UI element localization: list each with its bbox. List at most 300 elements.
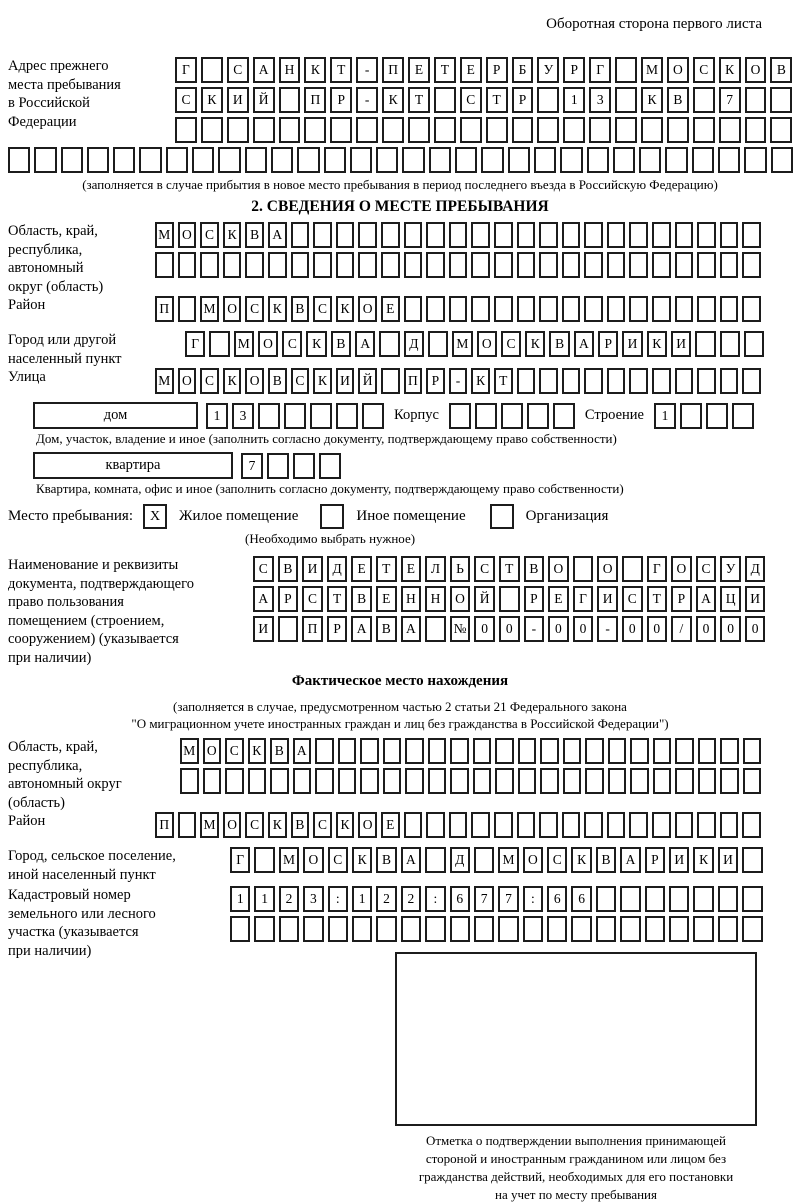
char-box [402,147,424,173]
char-box: В [376,847,396,873]
prev-address-label: Адрес прежнего места пребывания в Российской Федерации [8,58,121,130]
char-box: П [404,368,423,394]
char-box [742,847,762,873]
char-box [720,738,739,764]
char-box: С [245,812,264,838]
char-box [405,738,424,764]
char-box: В [245,222,264,248]
stay-option-residential: Жилое помещение [179,508,299,524]
char-box [540,768,559,794]
char-box [401,916,421,942]
char-box: О [597,556,618,582]
actual-region-row-1 [180,738,800,764]
char-box [770,117,792,143]
char-box: К [525,331,545,357]
char-box [381,252,400,278]
char-box: Р [512,87,534,113]
char-box [383,738,402,764]
char-box: С [622,586,643,612]
char-box: Д [450,847,470,873]
char-box [743,738,762,764]
char-box: П [155,812,174,838]
char-box: И [253,616,274,642]
char-box [449,222,468,248]
char-box: Р [330,87,352,113]
char-box: К [336,812,355,838]
actual-location-caption-2: "О миграционном учете иностранных граждан и лиц без гражданства в Российской Федерации") [131,716,669,731]
char-box [279,916,299,942]
apartment-cells [241,453,341,479]
char-box [382,117,404,143]
char-box [639,147,661,173]
char-box [434,117,456,143]
char-box [560,147,582,173]
char-box: Г [230,847,250,873]
actual-region-label: Область, край, республика, автономный округ (область) [8,739,122,811]
char-box: Е [381,296,400,322]
char-box [279,117,301,143]
char-box: К [313,368,332,394]
char-box [518,738,537,764]
char-box [449,296,468,322]
actual-district-section [8,812,800,842]
char-box: 0 [696,616,717,642]
district-section [8,296,800,326]
char-box: Р [645,847,665,873]
char-box: С [245,296,264,322]
char-box: С [200,368,219,394]
char-box [450,768,469,794]
char-box [495,738,514,764]
char-box [383,768,402,794]
district-row [155,296,761,322]
char-box: П [302,616,323,642]
char-box [473,768,492,794]
char-box: М [155,368,174,394]
char-box [742,222,761,248]
char-box [573,556,594,582]
char-box: В [270,738,289,764]
char-box [429,147,451,173]
char-box: Р [671,586,692,612]
char-box: 0 [474,616,495,642]
char-box [539,368,558,394]
cadastre-label: Кадастровый номер земельного или лесного участка (указывается при наличии) [8,887,156,959]
char-box [629,368,648,394]
char-box: М [452,331,472,357]
prev-address-section [8,57,800,147]
house-row [33,402,800,429]
char-box [744,147,766,173]
region-row-2 [155,252,800,278]
char-box: О [477,331,497,357]
city-label: Город или другой населенный пункт [8,332,122,367]
char-box: М [155,222,174,248]
char-box: 0 [499,616,520,642]
char-box [675,768,694,794]
char-box: 3 [589,87,611,113]
char-box [376,147,398,173]
char-box [175,117,197,143]
char-box [539,252,558,278]
stamp-caption: Отметка о подтверждении выполнения принимающей стороной и иностранным гражданином или лицом без гражданства действий, необходимых для его постановки на учет по месту пребывания [418,1133,734,1202]
prev-address-row-2 [175,87,800,113]
stay-checkbox-residential: X [143,504,167,529]
char-box: С [547,847,567,873]
char-box [315,768,334,794]
char-box [652,252,671,278]
char-box: Е [408,57,430,83]
char-box [562,812,581,838]
char-box: Е [548,586,569,612]
char-box [527,403,549,429]
char-box: - [449,368,468,394]
char-box: У [720,556,741,582]
char-box [589,117,611,143]
char-box: Т [408,87,430,113]
char-box: Т [434,57,456,83]
char-box [645,916,665,942]
char-box [494,296,513,322]
char-box [338,738,357,764]
char-box: 0 [573,616,594,642]
stamp-box [395,952,757,1126]
char-box [245,147,267,173]
char-box [330,117,352,143]
char-box: Д [404,331,424,357]
char-box [460,117,482,143]
char-box: 2 [376,886,396,912]
char-box [720,812,739,838]
char-box [745,117,767,143]
city-section [8,331,800,368]
prev-address-rows [175,57,800,147]
char-box [697,222,716,248]
char-box: : [523,886,543,912]
char-box [426,812,445,838]
char-box [498,916,518,942]
char-box [744,331,764,357]
char-box: О [745,57,767,83]
char-box: 1 [563,87,585,113]
char-box: 0 [622,616,643,642]
actual-city-label: Город, сельское поселение, иной населенный пункт [8,848,176,883]
char-box: В [667,87,689,113]
char-box [426,222,445,248]
char-box: С [474,556,495,582]
char-box: И [669,847,689,873]
char-box: Ц [720,586,741,612]
char-box: М [498,847,518,873]
char-box: И [302,556,323,582]
char-box [284,403,306,429]
char-box: № [450,616,471,642]
char-box [562,368,581,394]
char-box [61,147,83,173]
char-box [665,147,687,173]
char-box [356,117,378,143]
char-box [563,117,585,143]
char-box [338,768,357,794]
char-box [494,812,513,838]
char-box [404,252,423,278]
char-box [693,886,713,912]
char-box: И [622,331,642,357]
actual-region-section [8,738,800,812]
char-box [675,812,694,838]
char-box: 7 [498,886,518,912]
char-box [608,738,627,764]
char-box [615,117,637,143]
char-box: Ь [450,556,471,582]
char-box: В [376,616,397,642]
house-field-label: дом [33,402,198,429]
char-box: П [382,57,404,83]
char-box [512,117,534,143]
char-box: : [328,886,348,912]
char-box: 6 [571,886,591,912]
char-box: О [245,368,264,394]
char-box: М [641,57,663,83]
char-box: В [596,847,616,873]
char-box [697,368,716,394]
char-box: Т [647,586,668,612]
cadastre-row-1 [230,886,800,912]
char-box: Г [175,57,197,83]
char-box: К [223,368,242,394]
char-box: Т [494,368,513,394]
korpus-label: Корпус [394,407,439,423]
char-box [310,403,332,429]
char-box [585,738,604,764]
char-box: Т [499,556,520,582]
char-box [426,252,445,278]
char-box [607,296,626,322]
char-box [481,147,503,173]
char-box [653,738,672,764]
char-box: К [248,738,267,764]
char-box [178,252,197,278]
char-box [613,147,635,173]
char-box [336,222,355,248]
char-box [230,916,250,942]
char-box [471,812,490,838]
char-box [178,296,197,322]
char-box [537,117,559,143]
char-box [87,147,109,173]
char-box [596,886,616,912]
char-box [209,331,229,357]
char-box: С [302,586,323,612]
char-box [563,738,582,764]
char-box: / [671,616,692,642]
char-box [607,368,626,394]
char-box [584,368,603,394]
char-box: С [282,331,302,357]
char-box: Е [401,556,422,582]
street-label: Улица [8,369,46,385]
char-box [629,812,648,838]
char-box: С [175,87,197,113]
document-row-2 [253,586,800,612]
char-box: К [382,87,404,113]
prev-address-row-1 [175,57,800,83]
char-box [669,916,689,942]
char-box [358,222,377,248]
char-box [675,296,694,322]
char-box: А [268,222,287,248]
char-box [271,147,293,173]
cadastre-row-2 [230,916,800,942]
char-box: К [336,296,355,322]
char-box [692,147,714,173]
char-box: Т [376,556,397,582]
char-box [517,296,536,322]
char-box [596,916,616,942]
house-number-cells [206,403,384,429]
char-box [615,57,637,83]
char-box: Б [512,57,534,83]
char-box: В [770,57,792,83]
char-box [425,916,445,942]
char-box [706,403,728,429]
char-box [620,916,640,942]
char-box [652,296,671,322]
char-box [584,812,603,838]
char-box: С [227,57,249,83]
char-box [426,296,445,322]
region-label: Область, край, республика, автономный округ (область) [8,223,104,295]
char-box: Е [351,556,372,582]
char-box [223,252,242,278]
char-box: О [671,556,692,582]
char-box [270,768,289,794]
street-row [155,368,761,394]
char-box [428,331,448,357]
actual-region-rows [180,738,800,798]
char-box: В [351,586,372,612]
city-row [185,331,764,357]
char-box: А [696,586,717,612]
stay-type-row [8,504,800,529]
char-box: С [501,331,521,357]
char-box [523,916,543,942]
char-box [455,147,477,173]
char-box [771,147,793,173]
char-box [585,768,604,794]
char-box [201,57,223,83]
stroenie-cells [654,403,754,429]
char-box [693,117,715,143]
char-box: В [291,296,310,322]
actual-location-title: Фактическое место нахождения [291,673,509,689]
char-box [695,331,715,357]
char-box: Т [330,57,352,83]
char-box: С [313,296,332,322]
char-box [408,117,430,143]
char-box [652,368,671,394]
char-box: И [336,368,355,394]
char-box [742,812,761,838]
document-row-3 [253,616,800,642]
char-box: К [352,847,372,873]
char-box: О [450,586,471,612]
char-box: А [620,847,640,873]
char-box [248,768,267,794]
char-box: П [304,87,326,113]
char-box: О [303,847,323,873]
char-box [742,916,762,942]
char-box [428,768,447,794]
char-box: С [225,738,244,764]
char-box [652,812,671,838]
char-box [278,616,299,642]
char-box [584,222,603,248]
char-box [180,768,199,794]
char-box: А [253,586,274,612]
char-box: 1 [254,886,274,912]
char-box [293,768,312,794]
region-section [8,222,800,296]
char-box [620,886,640,912]
char-box [200,252,219,278]
char-box: М [200,296,219,322]
korpus-cells [449,403,575,429]
char-box [517,222,536,248]
char-box: О [667,57,689,83]
actual-city-row [230,847,763,873]
char-box [360,768,379,794]
char-box: 1 [206,403,228,429]
char-box [732,403,754,429]
char-box [607,222,626,248]
char-box [258,403,280,429]
char-box: В [549,331,569,357]
section2-title: 2. СВЕДЕНИЯ О МЕСТЕ ПРЕБЫВАНИЯ [251,198,549,215]
char-box [718,147,740,173]
prev-address-caption: (заполняется в случае прибытия в новое место пребывания в период последнего въезда в Российскую Федерацию) [82,177,718,192]
char-box: 1 [654,403,676,429]
char-box [304,117,326,143]
char-box [587,147,609,173]
char-box [718,886,738,912]
stroenie-label: Строение [584,407,644,423]
char-box: О [178,368,197,394]
char-box [571,916,591,942]
char-box [404,296,423,322]
char-box: Н [425,586,446,612]
char-box: Й [474,586,495,612]
document-rows [253,556,800,646]
char-box: И [597,586,618,612]
char-box [113,147,135,173]
char-box: П [155,296,174,322]
char-box [227,117,249,143]
char-box [297,147,319,173]
char-box: К [647,331,667,357]
char-box: О [223,296,242,322]
char-box: О [548,556,569,582]
page-side-note: Оборотная сторона первого листа [546,16,762,32]
char-box [508,147,530,173]
char-box [698,768,717,794]
char-box: 7 [474,886,494,912]
char-box: С [328,847,348,873]
char-box: - [524,616,545,642]
char-box: В [268,368,287,394]
char-box: Г [589,57,611,83]
char-box [279,87,301,113]
